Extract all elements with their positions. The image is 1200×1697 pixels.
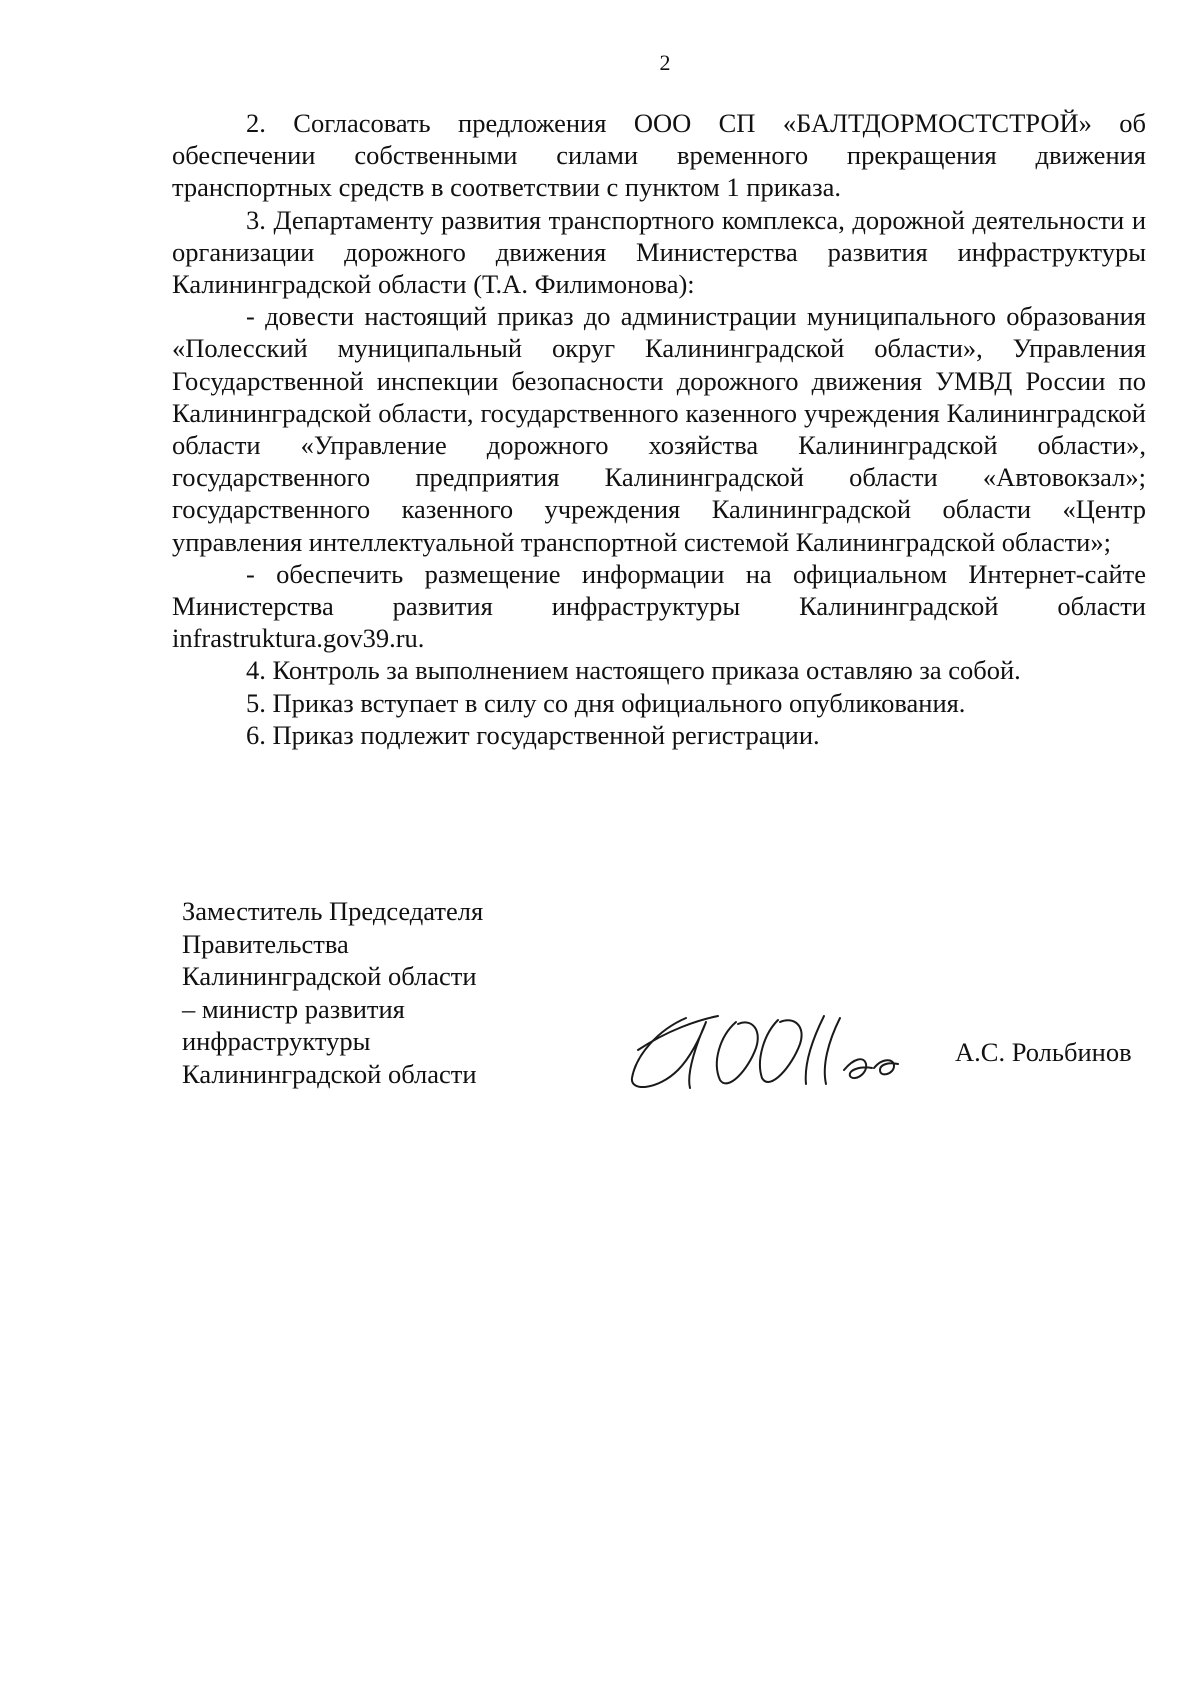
paragraph-item-3: 3. Департаменту развития транспортного комплекса, дорожной деятельности и организации дорожного движения Министерства развития инфраструктуры Калининградской области (Т.А. Филимонова): (172, 204, 1146, 300)
position-line: Калининградской области (182, 1058, 477, 1089)
position-line: Заместитель Председателя (182, 896, 484, 926)
paragraph-subitem-notify: - довести настоящий приказ до администрации муниципального образования «Полесский муниципальный округ Калининградской области», Управления Государственной инспекции безопасности дорожного движения УМВД России по Калининградской области, государственного казенного учреждения Калининградской области «Управление дорожного хозяйства Калининградской области», государственного предприятия Калининградской области «Автовокзал»; государственного казенного учреждения Калининградской области «Центр управления интеллектуальной транспортной системой Калининградской области»; (172, 301, 1146, 557)
document-body (172, 107, 1146, 751)
position-line: Калининградской области (182, 961, 477, 991)
position-line: инфраструктуры (182, 1026, 371, 1056)
paragraph-subitem-publish: - обеспечить размещение информации на официальном Интернет-сайте Министерства развития инфраструктуры Калининградской области infrastruktura.gov39.ru. (172, 558, 1146, 654)
position-line: – министр развития (182, 993, 405, 1024)
signatory-name: А.С. Рольбинов (955, 1037, 1132, 1067)
signatory-position (182, 895, 483, 1090)
handwritten-signature (628, 1000, 928, 1100)
paragraph-item-2: 2. Согласовать предложения ООО СП «БАЛТДОРМОСТСТРОЙ» об обеспечении собственными силами временного прекращения движения транспортных средств в соответствии с пунктом 1 приказа. (172, 108, 1146, 203)
position-line: Правительства (182, 928, 349, 959)
paragraph-item-6: 6. Приказ подлежит государственной регистрации. (246, 719, 820, 750)
page-number: 2 (659, 50, 671, 75)
paragraph-item-4: 4. Контроль за выполнением настоящего приказа оставляю за собой. (246, 655, 1021, 686)
paragraph-item-5: 5. Приказ вступает в силу со дня официального опубликования. (246, 687, 966, 718)
